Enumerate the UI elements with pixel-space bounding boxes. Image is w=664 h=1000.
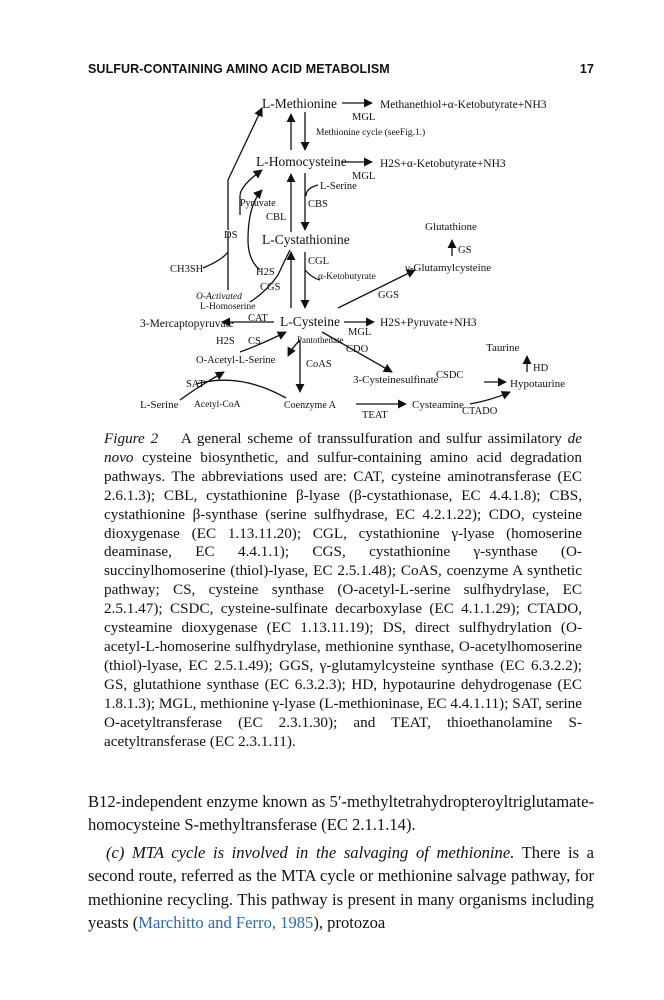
enzyme-ggs: GGS (378, 290, 400, 301)
body-paragraph-2 (88, 841, 594, 935)
body-paragraph-2-text: There is a second route, referred as the MTA cycle or methionine salvage pathway, for methionine recycling. This pathway is present in many organisms including yeasts ( (88, 842, 595, 933)
node-pyruvate: Pyruvate (240, 198, 276, 209)
caption-italic-term: de novo (104, 430, 582, 466)
enzyme-cdo: CDO (346, 344, 369, 355)
enzyme-cgl: CGL (308, 256, 329, 267)
label-methionine-cycle: Methionine cycle (seeFig.1.) (316, 128, 426, 138)
enzyme-coas: CoAS (306, 359, 332, 370)
node-h2s-pyruvate-nh3: H2S+Pyruvate+NH3 (380, 317, 477, 329)
section-label: (c) MTA cycle is involved in the salvaging of methionine. (106, 842, 515, 862)
enzyme-cat: CAT (248, 313, 268, 324)
node-l-serine-top: L-Serine (320, 181, 357, 192)
node-l-homocysteine: L-Homocysteine (256, 154, 347, 169)
node-hypotaurine: Hypotaurine (510, 378, 565, 390)
enzyme-cgs: CGS (260, 282, 281, 293)
arrow-ctado (470, 392, 510, 404)
node-gamma-glutamylcysteine: γ-Glutamylcysteine (405, 262, 492, 274)
node-l-serine-bottom: L-Serine (140, 399, 179, 411)
enzyme-cs: CS (248, 336, 261, 347)
node-l-cysteine: L-Cysteine (280, 314, 340, 329)
caption-text-start: A general scheme of transsulfuration and sulfur assimilatory (180, 430, 562, 447)
node-h2s-ketobutyrate-nh3: H2S+α-Ketobutyrate+NH3 (380, 158, 506, 170)
node-ch3sh: CH3SH (170, 264, 204, 275)
node-o-acetyl-l-serine: O-Acetyl-L-Serine (196, 355, 276, 366)
node-taurine: Taurine (486, 342, 520, 354)
node-h2s-cs: H2S (216, 336, 235, 347)
arrow-ds-to-methionine (228, 108, 262, 230)
body-paragraph-2-tail: ), protozoa (313, 913, 386, 933)
node-cysteinesulfinate: 3-Cysteinesulfinate (353, 374, 439, 386)
node-glutathione: Glutathione (425, 221, 477, 233)
node-o-activated: O-Activated (196, 292, 242, 302)
enzyme-cbs: CBS (308, 199, 328, 210)
body-paragraph-1: B12-independent enzyme known as 5′-methyltetrahydropteroyltriglutamate-homocysteine S-methyltransferase (EC 2.1.1.14). (88, 792, 594, 835)
node-pantothenate: Pantothenate (297, 335, 344, 345)
enzyme-hd: HD (533, 363, 549, 374)
citation-link[interactable]: Marchitto and Ferro, 1985 (138, 913, 314, 933)
node-l-methionine: L-Methionine (262, 96, 337, 111)
page-number: 17 (579, 62, 594, 76)
line-ch3sh (203, 252, 228, 268)
caption-text-rest: cysteine biosynthetic, and sulfur-containing amino acid degradation pathways. The abbreviations used are: CAT, cysteine aminotransferase (EC 2.6.1.3); CBL, cystathionine β-lyase (β-cystathionase, EC 4.4.1.8); CBS, cystathionine β-synthase (serine sulfhydrase, EC 4.2.1.22); CDO, cysteine dioxygenase (EC 1.13.11.20); CGL, cystathionine γ-lyase (homoserine deaminase, EC 4.4.1.1); CGS, cystathionine γ-synthase (O-succinylhomoserine (thiol)-lyase, EC 2.5.1.48); CoAS, coenzyme A synthetic pathway; CS, cysteine synthase (O-acetyl-L-serine sulfhydrylase, EC 2.5.1.47); CSDC, cysteine-sulfinate decarboxylase (EC 4.1.1.29); CTADO, cysteamine dioxygenase (EC 1.13.11.19); DS, direct sulfhydrylation (O-acetyl-L-homoserine sulfhydrylase, methionine synthase, O-acetylhomoserine (thiol)-lyase, EC 2.5.1.49); GGS, γ-glutamylcysteine synthase (EC 6.3.2.2); GS, glutathione synthase (EC 6.3.2.3); HD, hypotaurine dehydrogenase (EC 1.8.1.3); MGL, methionine γ-lyase (L-methioninase, EC 4.4.1.11); SAT, serine O-acetyltransferase (EC 2.3.1.30); and TEAT, thioethanolamine S-acetyltransferase (EC 2.3.1.11). (104, 448, 582, 750)
node-l-cystathionine: L-Cystathionine (262, 232, 350, 247)
arrow-cs (240, 332, 286, 352)
node-cysteamine: Cysteamine (412, 399, 464, 411)
node-l-homoserine: L-Homoserine (200, 302, 256, 312)
enzyme-cbl: CBL (266, 212, 287, 223)
arrow-serine-join (306, 185, 318, 196)
node-acetyl-coa: Acetyl-CoA (194, 400, 241, 410)
node-coenzyme-a: Coenzyme A (284, 400, 336, 411)
node-methanethiol-products: Methanethiol+α-Ketobutyrate+NH3 (380, 99, 547, 111)
body-text (88, 790, 594, 934)
enzyme-teat: TEAT (362, 410, 388, 421)
figure-label: Figure 2 (104, 430, 159, 447)
enzyme-mgl-top: MGL (352, 112, 376, 123)
line-acetyl-coa (196, 380, 286, 398)
node-alpha-ketobutyrate: α-Ketobutyrate (318, 272, 376, 282)
enzyme-ds: DS (224, 230, 238, 241)
enzyme-mgl-middle: MGL (352, 171, 376, 182)
enzyme-ctado: CTADO (462, 406, 498, 417)
enzyme-gs: GS (458, 245, 472, 256)
enzyme-mgl-bottom: MGL (348, 327, 372, 338)
figure-caption (104, 430, 582, 751)
node-mercaptopyruvate: 3-Mercaptopyruvate (140, 318, 234, 330)
pathway-diagram (0, 0, 664, 430)
running-head-title: SULFUR-CONTAINING AMINO ACID METABOLISM (88, 62, 390, 76)
enzyme-sat: SAT (186, 379, 205, 390)
enzyme-csdc: CSDC (436, 370, 464, 381)
node-h2s-left: H2S (256, 267, 275, 278)
